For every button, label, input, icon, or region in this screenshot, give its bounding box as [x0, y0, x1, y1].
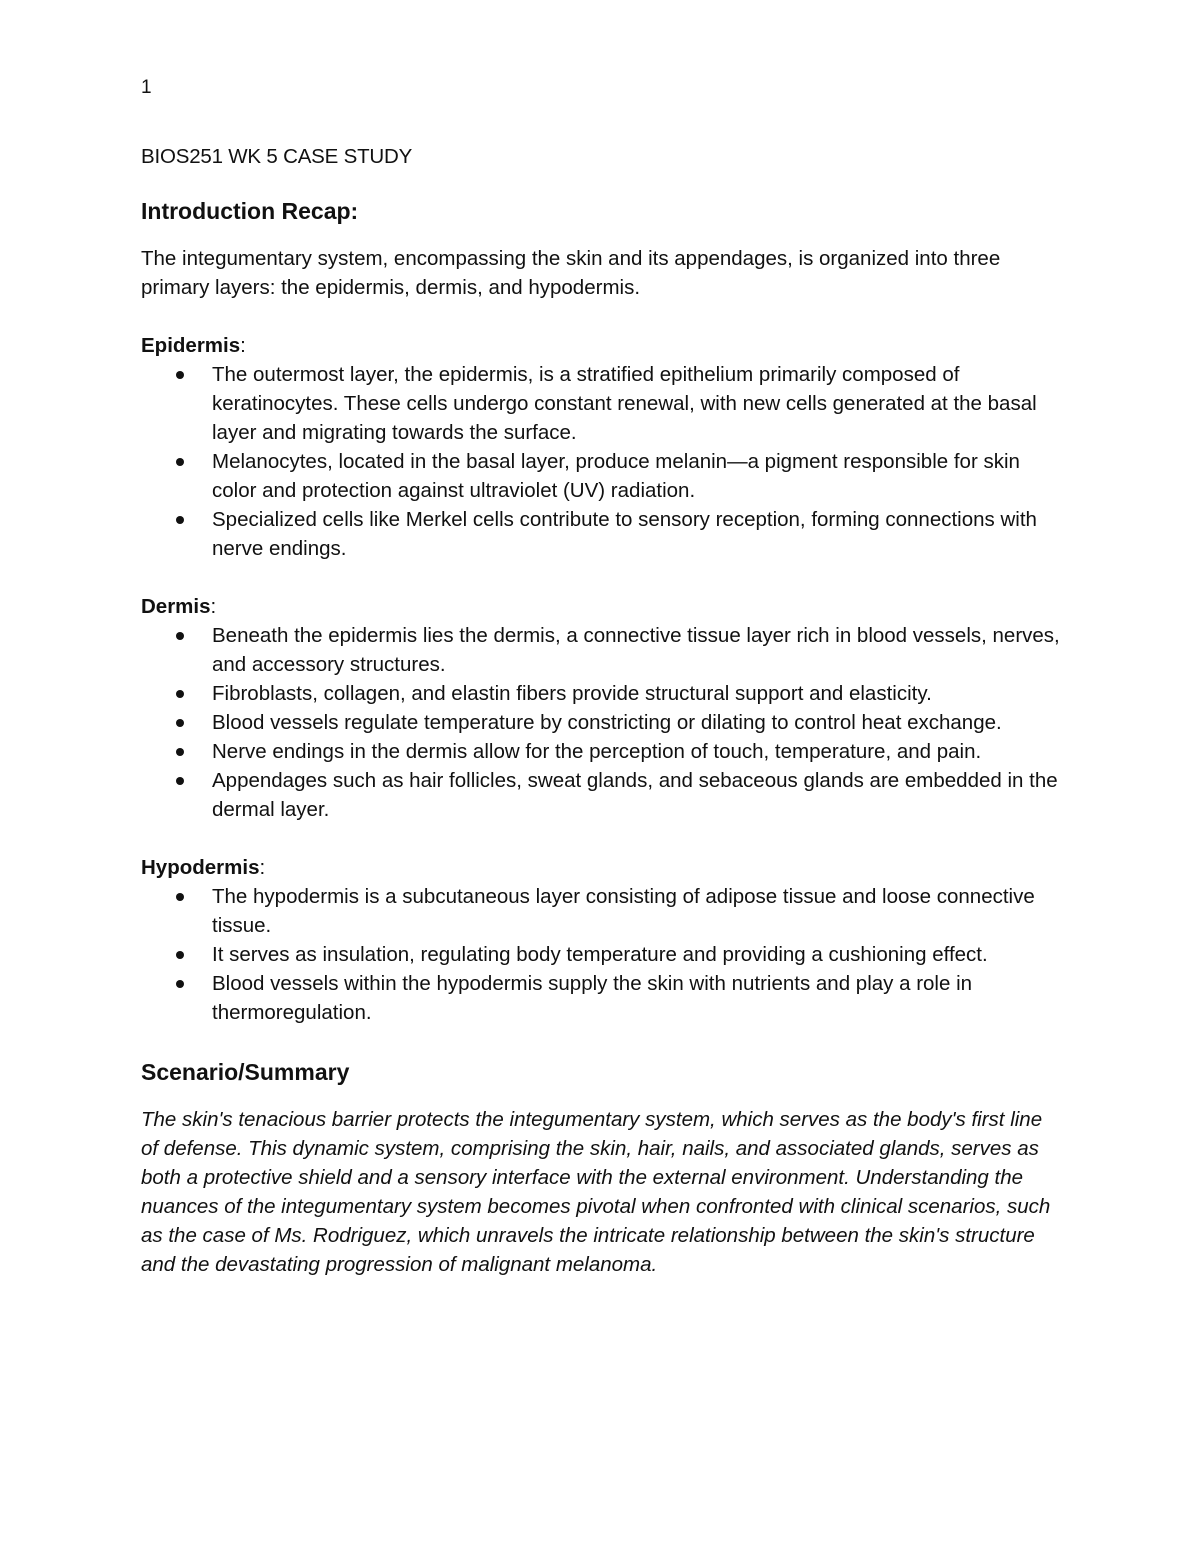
dermis-heading — [141, 592, 1061, 621]
document-body — [141, 142, 1061, 1279]
epidermis-heading-colon: : — [240, 334, 246, 357]
list-item: Blood vessels regulate temperature by constricting or dilating to control heat exchange. — [141, 708, 1061, 737]
list-item: Melanocytes, located in the basal layer, produce melanin—a pigment responsible for skin color and protection against ultraviolet (UV) radiation. — [141, 447, 1061, 505]
list-item: Blood vessels within the hypodermis supply the skin with nutrients and play a role in thermoregulation. — [141, 969, 1061, 1027]
dermis-heading-text: Dermis — [141, 595, 211, 618]
hypodermis-heading-text: Hypodermis — [141, 856, 260, 879]
list-item: Specialized cells like Merkel cells contribute to sensory reception, forming connections with nerve endings. — [141, 505, 1061, 563]
page-number: 1 — [141, 77, 152, 98]
document-title: BIOS251 WK 5 CASE STUDY — [141, 145, 413, 168]
intro-heading: Introduction Recap: — [141, 198, 359, 224]
list-item: Fibroblasts, collagen, and elastin fibers provide structural support and elasticity. — [141, 679, 1061, 708]
list-item: Appendages such as hair follicles, sweat glands, and sebaceous glands are embedded in the dermal layer. — [141, 766, 1061, 824]
summary-heading: Scenario/Summary — [141, 1059, 350, 1085]
dermis-heading-colon: : — [210, 595, 217, 618]
summary-paragraph: The skin's tenacious barrier protects the integumentary system, which serves as the body's first line of defense. This dynamic system, comprising the skin, hair, nails, and associated glands, serves as both a protective shield and a sensory interface with the external environment. Understanding the nuances of the integumentary system becomes pivotal when confronted with clinical scenarios, such as the case of Ms. Rodriguez, which unravels the intricate relationship between the skin's structure and the devastating progression of malignant melanoma. — [141, 1108, 1051, 1276]
epidermis-heading — [141, 331, 1061, 360]
intro-paragraph: The integumentary system, encompassing the skin and its appendages, is organized into three primary layers: the epidermis, dermis, and hypodermis. — [141, 247, 1001, 299]
list-item: Beneath the epidermis lies the dermis, a connective tissue layer rich in blood vessels, nerves, and accessory structures. — [141, 621, 1061, 679]
hypodermis-list — [141, 882, 1061, 1027]
dermis-list — [141, 621, 1061, 824]
list-item: The hypodermis is a subcutaneous layer consisting of adipose tissue and loose connective tissue. — [141, 882, 1061, 940]
epidermis-list — [141, 360, 1061, 563]
list-item: It serves as insulation, regulating body temperature and providing a cushioning effect. — [141, 940, 1061, 969]
list-item: The outermost layer, the epidermis, is a stratified epithelium primarily composed of keratinocytes. These cells undergo constant renewal, with new cells generated at the basal layer and migrating towards the surface. — [141, 360, 1061, 447]
epidermis-heading-text: Epidermis — [141, 334, 241, 357]
hypodermis-heading-colon: : — [259, 856, 266, 879]
hypodermis-heading — [141, 853, 1061, 882]
list-item: Nerve endings in the dermis allow for the perception of touch, temperature, and pain. — [141, 737, 1061, 766]
